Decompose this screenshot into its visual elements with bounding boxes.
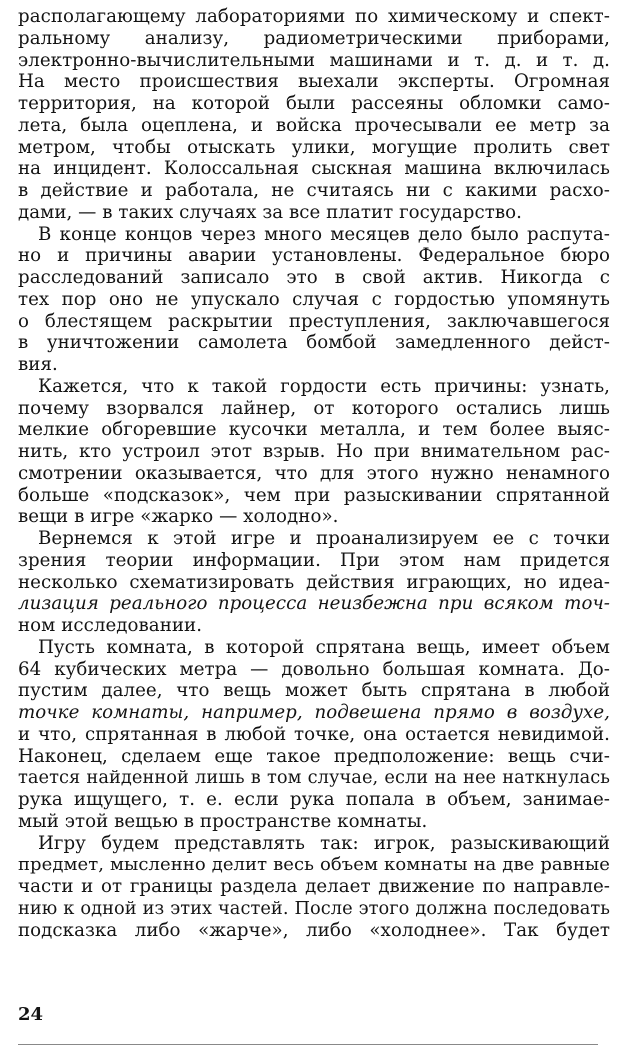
text-line: Вернемся к этой игре и проанализируем ее с точки	[38, 528, 610, 549]
text-line: больше «подсказок», чем при разыскивании спрятанной	[18, 484, 610, 506]
text-line: Кажется, что к такой гордости есть причины: узнать,	[38, 375, 610, 397]
text-line: но и причины аварии установлены. Федеральное бюро	[18, 245, 610, 267]
text-line: мый этой вещью в пространстве комнаты.	[18, 810, 428, 832]
text-line: расследований записало это в свой актив. Никогда с	[18, 267, 610, 288]
text-line: в уничтожении самолета бомбой замедленного дейст-	[18, 332, 610, 354]
text-line: располагающему лабораториями по химическому и спект-	[18, 6, 610, 27]
page-body	[18, 6, 610, 941]
text-line: почему взорвался лайнер, от которого остались лишь	[18, 397, 610, 419]
text-line: несколько схематизировать действия играющих, но идеа-	[18, 571, 610, 593]
text-line: пустим далее, что вещь может быть спрятана в любой	[18, 680, 610, 702]
text-line: предмет, мысленно делит весь объем комнаты на две равные	[18, 854, 610, 876]
text-line: и что, спрятанная в любой точке, она остается невидимой.	[18, 723, 610, 745]
text-line: в действие и работала, не считаясь ни с какими расхо-	[18, 180, 610, 201]
text-line: 64 кубических метра — довольно большая комната. До-	[18, 658, 610, 680]
text-line: метром, чтобы отыскать улики, могущие пролить свет	[18, 136, 610, 158]
bottom-rule	[18, 1044, 598, 1045]
text-line: ральному анализу, радиометрическими приборами,	[18, 27, 610, 49]
text-line: о блестящем раскрытии преступления, заключавшегося	[18, 310, 610, 332]
text-line: дами, — в таких случаях за все платит государство.	[18, 201, 522, 223]
text-line: Игру будем представлять так: игрок, разыскивающий	[38, 832, 610, 854]
text-line: точке комнаты, например, подвешена прямо в воздухе,	[18, 702, 610, 723]
text-line: нию к одной из этих частей. После этого должна последовать	[18, 897, 610, 919]
text-line: тается найденной лишь в том случае, если на нее наткнулась	[18, 767, 610, 789]
text-line: части и от границы раздела делает движение по направле-	[18, 876, 610, 897]
text-line: В конце концов через много месяцев дело было распута-	[38, 223, 610, 245]
text-line: На место происшествия выехали эксперты. Огромная	[18, 71, 610, 93]
text-line: мелкие обгоревшие кусочки металла, и тем более выяс-	[18, 419, 610, 441]
text-line: электронно-вычислительными машинами и т. д. и т. д.	[18, 49, 610, 71]
page-number: 24	[18, 1004, 44, 1025]
text-line: вия.	[18, 354, 58, 375]
text-line: Наконец, сделаем еще такое предположение: вещь счи-	[18, 745, 610, 767]
text-line: подсказка либо «жарче», либо «холоднее». Так будет	[18, 919, 610, 941]
text-line: зрения теории информации. При этом нам придется	[18, 549, 610, 571]
text-line: на инцидент. Колоссальная сыскная машина включилась	[18, 158, 610, 180]
text-line: территория, на которой были рассеяны обломки само-	[18, 93, 610, 114]
text-line: ном исследовании.	[18, 615, 203, 636]
text-line: лизация реального процесса неизбежна при всяком точ-	[18, 593, 610, 615]
text-line: нить, кто устроил этот взрыв. Но при внимательном рас-	[18, 441, 610, 462]
text-line: вещи в игре «жарко — холодно».	[18, 506, 339, 528]
text-line: лета, была оцеплена, и войска прочесывали ее метр за	[18, 114, 610, 136]
text-line: Пусть комната, в которой спрятана вещь, имеет объем	[38, 636, 610, 658]
text-line: рука ищущего, т. е. если рука попала в объем, занимае-	[18, 789, 610, 810]
text-line: тех пор оно не упускало случая с гордостью упомянуть	[18, 288, 610, 310]
text-line: смотрении оказывается, что для этого нужно ненамного	[18, 462, 610, 484]
